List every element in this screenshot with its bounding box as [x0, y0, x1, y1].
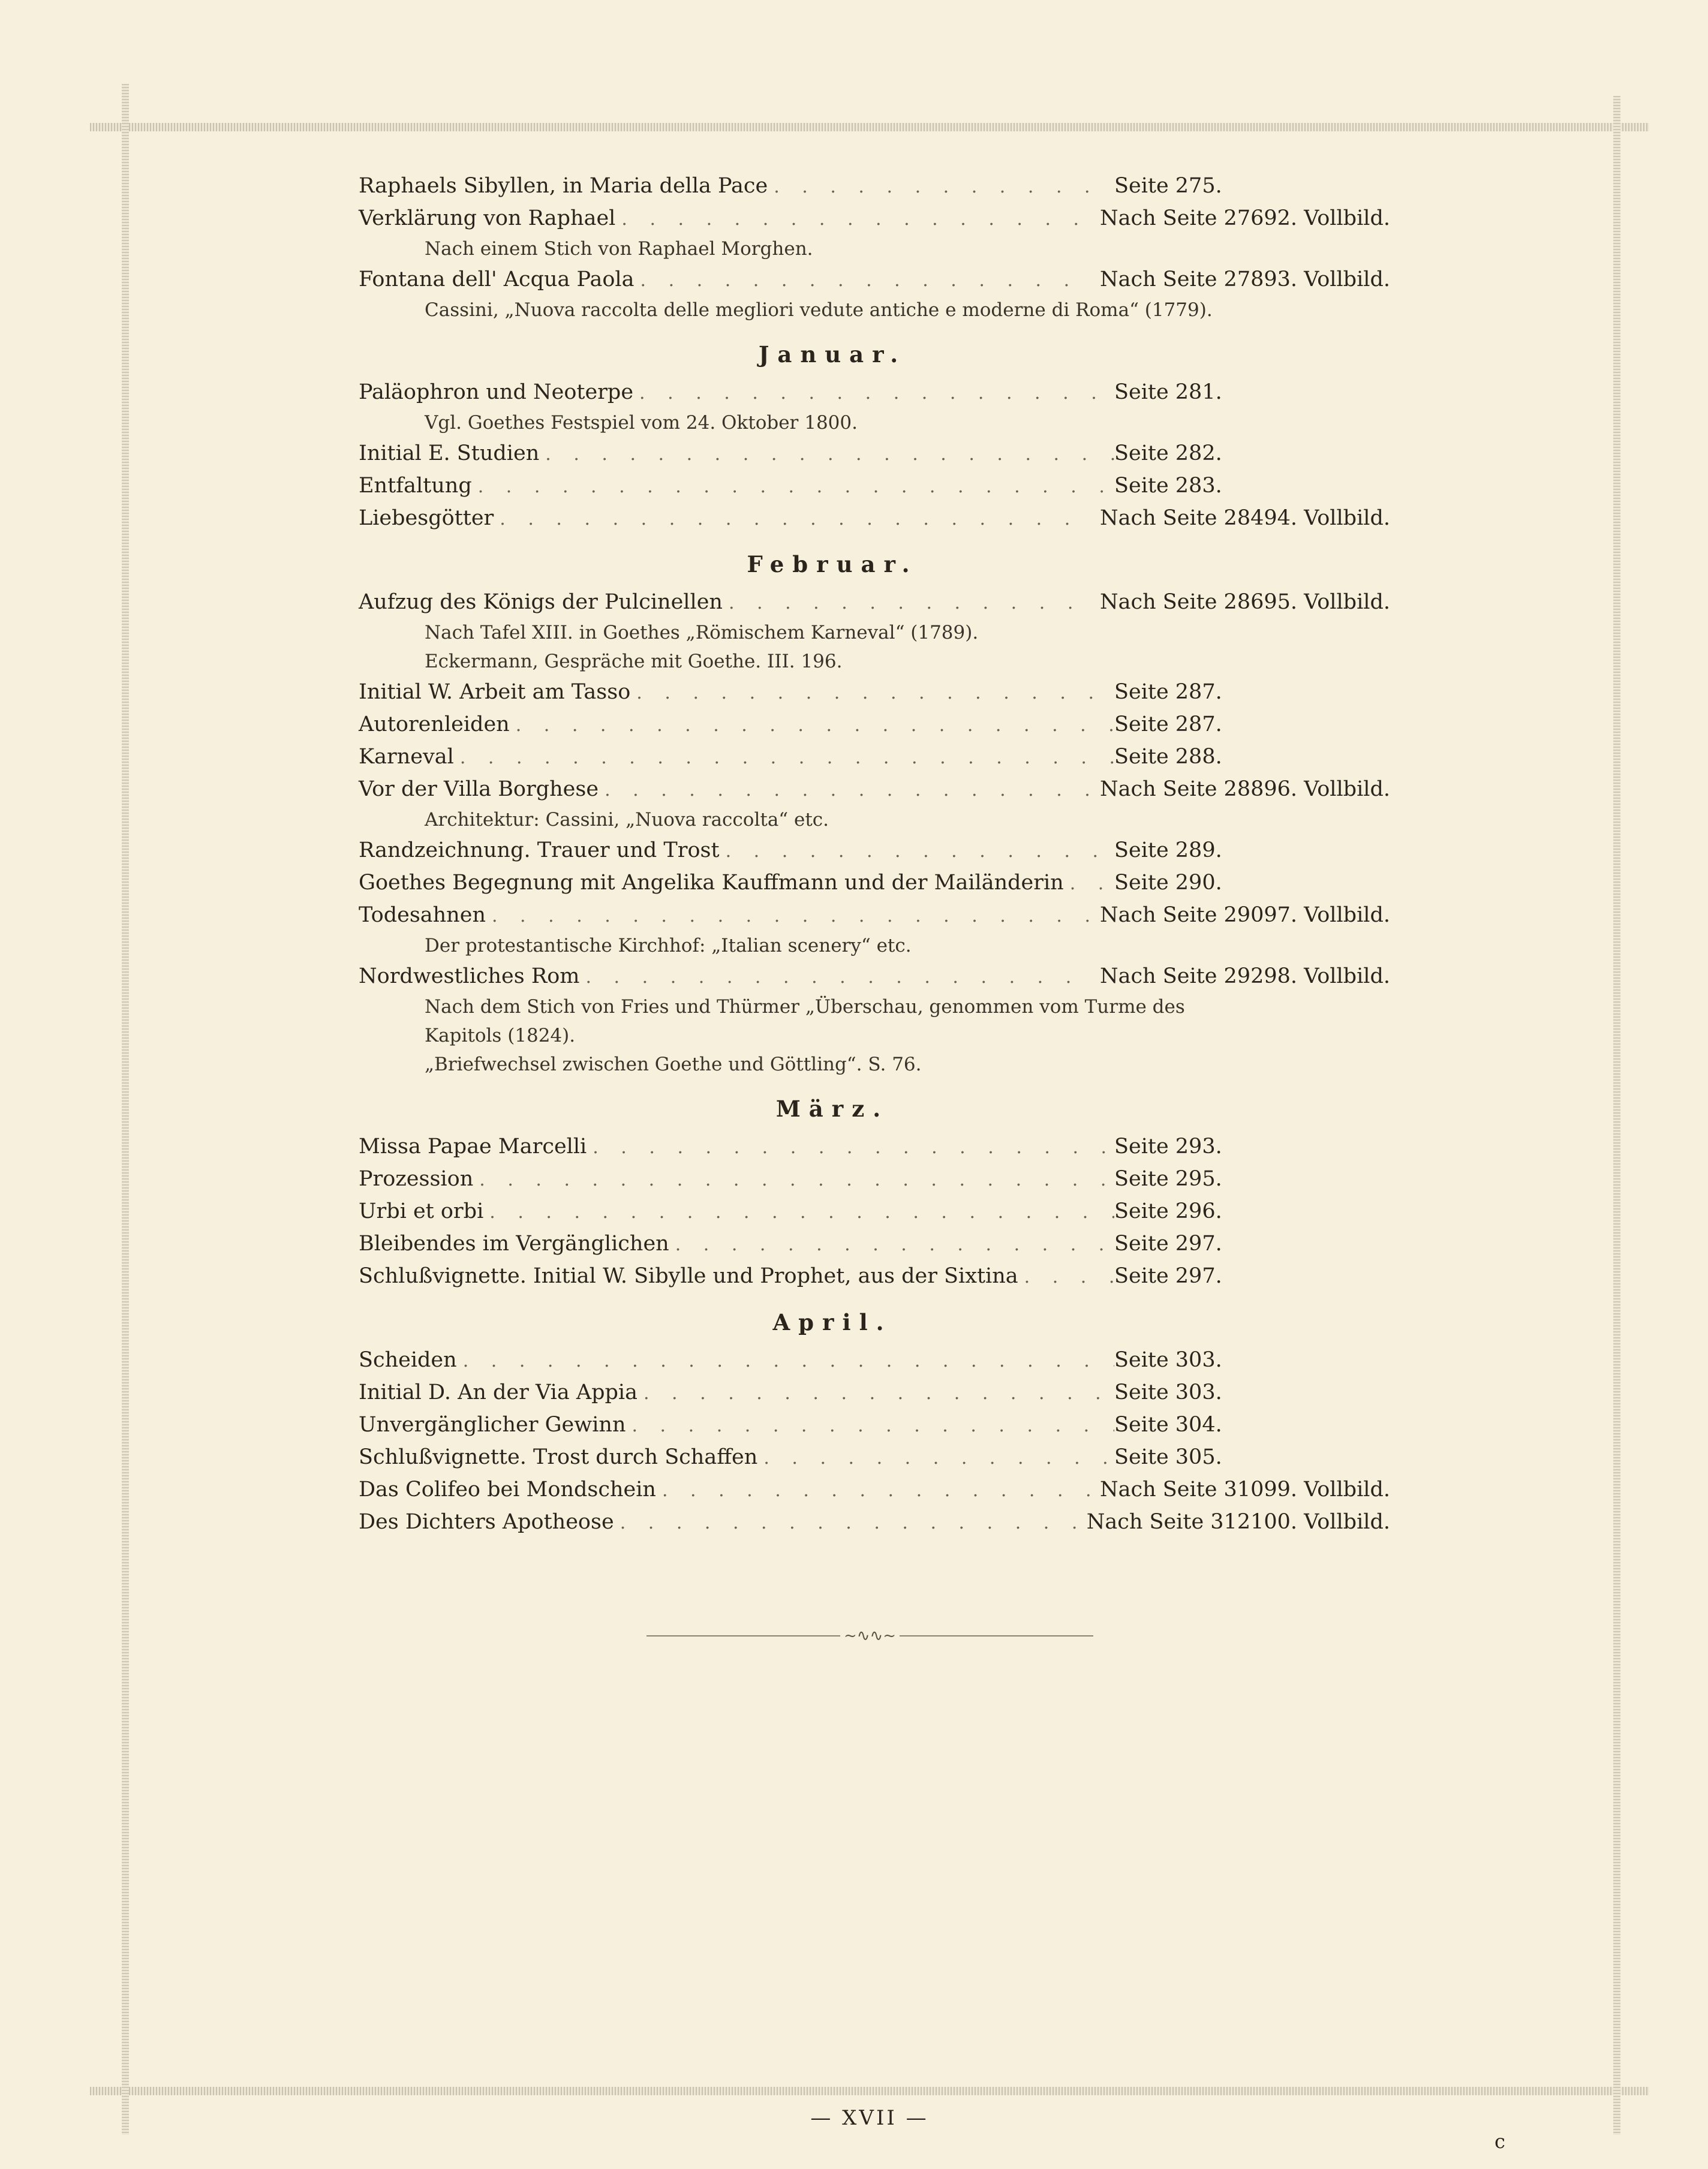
leader-dots: [1024, 1261, 1114, 1293]
leader-dots: [460, 742, 1114, 774]
section-heading: Januar.: [758, 341, 907, 368]
leader-dots: [1070, 868, 1114, 900]
entry-page: Seite 293.: [1114, 1135, 1222, 1159]
entry-title: Fontana dell' Acqua Paola: [359, 267, 635, 291]
entry-plate-number: 93. Vollbild.: [1264, 267, 1390, 291]
list-item: [359, 708, 1390, 741]
section-heading: März.: [775, 1096, 889, 1122]
leader-dots: [500, 503, 1091, 536]
entry-title: Nordwestliches Rom: [359, 964, 580, 988]
entry-page: Seite 305.: [1114, 1445, 1222, 1469]
entry-page: Seite 297.: [1114, 1232, 1222, 1256]
entry-nach-seite: Nach Seite 292: [1100, 964, 1264, 988]
entry-note: Nach dem Stich von Fries und Thürmer „Überschau, genommen vom Turme des Kapitols (1824).: [425, 996, 1185, 1046]
entry-page: Seite 304.: [1114, 1413, 1222, 1437]
leader-dots: [478, 471, 1114, 503]
divider-line-left: [646, 1635, 840, 1636]
list-item: [359, 1506, 1390, 1538]
entry-title: Missa Papae Marcelli: [359, 1135, 587, 1159]
table-of-illustrations: [359, 170, 1390, 1538]
entry-page: Seite 295.: [1114, 1167, 1222, 1191]
entry-page: Seite 297.: [1114, 1264, 1222, 1288]
entry-title: Bleibendes im Vergänglichen: [359, 1232, 669, 1256]
list-item: [359, 1441, 1390, 1473]
list-item: [359, 834, 1390, 867]
entry-title: Scheiden: [359, 1348, 457, 1372]
leader-dots: [585, 961, 1091, 994]
entry-note: „Briefwechsel zwischen Goethe und Göttling“. S. 76.: [425, 1054, 922, 1075]
entry-page: Seite 275.: [1114, 174, 1222, 198]
leader-dots: [774, 171, 1114, 203]
entry-title: Initial E. Studien: [359, 441, 540, 465]
entry-title: Raphaels Sibyllen, in Maria della Pace: [359, 174, 768, 198]
leader-dots: [621, 203, 1091, 236]
entry-plate-number: 95. Vollbild.: [1264, 590, 1390, 614]
entry-page: Seite 283.: [1114, 474, 1222, 498]
entry-note: Der protestantische Kirchhof: „Italian scenery“ etc.: [425, 935, 912, 956]
bottom-ornamental-rule: [90, 2087, 1649, 2095]
leader-dots: [643, 1377, 1114, 1410]
entry-page: Seite 287.: [1114, 712, 1222, 736]
leader-dots: [640, 264, 1092, 297]
entry-nach-seite: Nach Seite 276: [1100, 206, 1264, 230]
entry-title: Aufzug des Königs der Pulcinellen: [359, 590, 723, 614]
list-item: [359, 1195, 1390, 1228]
leader-dots: [632, 1410, 1114, 1442]
entry-plate-number: 100. Vollbild.: [1250, 1510, 1390, 1534]
list-item: [359, 376, 1390, 408]
list-item: [359, 1409, 1390, 1441]
leader-dots: [636, 677, 1114, 709]
entry-note: Cassini, „Nuova raccolta delle megliori vedute antiche e moderne di Roma“ (1779).: [425, 299, 1213, 321]
printer-signature-mark: c: [1494, 2130, 1505, 2153]
entry-page: Seite 296.: [1114, 1199, 1222, 1223]
top-ornamental-rule: [90, 123, 1649, 131]
leader-dots: [463, 1345, 1114, 1377]
entry-plate-number: 96. Vollbild.: [1264, 777, 1390, 801]
entry-note: Architektur: Cassini, „Nuova raccolta“ etc.: [425, 809, 829, 831]
divider-ornament: ~∿∿~: [843, 1627, 897, 1645]
entry-title: Das Colifeo bei Mondschein: [359, 1478, 656, 1502]
entry-plate-number: 92. Vollbild.: [1264, 206, 1390, 230]
entry-plate-number: 98. Vollbild.: [1264, 964, 1390, 988]
entry-plate-number: 97. Vollbild.: [1264, 903, 1390, 927]
leader-dots: [516, 709, 1114, 742]
entry-note: Eckermann, Gespräche mit Goethe. III. 196.: [425, 651, 843, 672]
list-item: [359, 502, 1390, 534]
leader-dots: [605, 774, 1091, 807]
entry-title: Vor der Villa Borghese: [359, 777, 599, 801]
entry-title: Autorenleiden: [359, 712, 510, 736]
list-item: [359, 676, 1390, 708]
entry-page: Seite 289.: [1114, 838, 1222, 862]
entry-title: Urbi et orbi: [359, 1199, 484, 1223]
entry-title: Entfaltung: [359, 474, 472, 498]
entry-nach-seite: Nach Seite 288: [1100, 777, 1264, 801]
entry-title: Des Dichters Apotheose: [359, 1510, 614, 1534]
list-item: [359, 470, 1390, 502]
entry-page: Seite 290.: [1114, 871, 1222, 895]
leader-dots: [763, 1442, 1114, 1475]
entry-title: Schlußvignette. Trost durch Schaffen: [359, 1445, 758, 1469]
entry-title: Initial W. Arbeit am Tasso: [359, 680, 631, 704]
entry-page: Seite 288.: [1114, 745, 1222, 769]
entry-nach-seite: Nach Seite 286: [1100, 590, 1264, 614]
list-item: [359, 437, 1390, 470]
leader-dots: [726, 835, 1114, 868]
leader-dots: [545, 438, 1114, 471]
leader-dots: [593, 1132, 1114, 1164]
list-item: [359, 263, 1390, 296]
list-item: [359, 1344, 1390, 1376]
list-item: [359, 867, 1390, 899]
leader-dots: [620, 1507, 1078, 1539]
entry-plate-number: 94. Vollbild.: [1264, 506, 1390, 530]
left-ornamental-rule: [122, 84, 129, 2135]
list-item: [359, 1130, 1390, 1163]
list-item: [359, 202, 1390, 234]
entry-title: Unvergänglicher Gewinn: [359, 1413, 626, 1437]
entry-title: Liebesgötter: [359, 506, 494, 530]
entry-page: Seite 303.: [1114, 1380, 1222, 1404]
list-item: [359, 170, 1390, 202]
leader-dots: [662, 1475, 1091, 1507]
list-item: [359, 1228, 1390, 1260]
leader-dots: [639, 377, 1114, 410]
entry-page: Seite 303.: [1114, 1348, 1222, 1372]
entry-title: Schlußvignette. Initial W. Sibylle und Prophet, aus der Sixtina: [359, 1264, 1018, 1288]
section-divider: [646, 1627, 1093, 1645]
list-item: [359, 1473, 1390, 1506]
entry-title: Todesahnen: [359, 903, 486, 927]
list-item: [359, 773, 1390, 805]
entry-note: Vgl. Goethes Festspiel vom 24. Oktober 1800.: [425, 412, 858, 434]
list-item: [359, 899, 1390, 931]
leader-dots: [479, 1164, 1114, 1196]
entry-nach-seite: Nach Seite 310: [1100, 1478, 1264, 1502]
leader-dots: [729, 587, 1091, 619]
section-heading: Februar.: [747, 551, 918, 577]
entry-nach-seite: Nach Seite 290: [1100, 903, 1264, 927]
entry-title: Karneval: [359, 745, 454, 769]
list-item: [359, 741, 1390, 773]
entry-title: Goethes Begegnung mit Angelika Kauffmann und der Mailänderin: [359, 871, 1064, 895]
page-number: — XVII —: [810, 2106, 929, 2130]
entry-nach-seite: Nach Seite 284: [1100, 506, 1264, 530]
list-item: [359, 1163, 1390, 1195]
entry-plate-number: 99. Vollbild.: [1264, 1478, 1390, 1502]
entry-title: Verklärung von Raphael: [359, 206, 616, 230]
leader-dots: [492, 900, 1091, 932]
entry-title: Prozession: [359, 1167, 474, 1191]
entry-title: Initial D. An der Via Appia: [359, 1380, 638, 1404]
entry-nach-seite: Nach Seite 312: [1086, 1510, 1251, 1534]
leader-dots: [489, 1196, 1114, 1229]
right-ornamental-rule: [1613, 96, 1620, 2135]
list-item: [359, 1260, 1390, 1292]
list-item: [359, 960, 1390, 992]
leader-dots: [675, 1229, 1114, 1261]
entry-page: Seite 281.: [1114, 380, 1222, 404]
list-item: [359, 1376, 1390, 1409]
list-item: [359, 586, 1390, 618]
entry-nach-seite: Nach Seite 278: [1100, 267, 1264, 291]
entry-title: Paläophron und Neoterpe: [359, 380, 634, 404]
entry-page: Seite 287.: [1114, 680, 1222, 704]
entry-note: Nach Tafel XIII. in Goethes „Römischem Karneval“ (1789).: [425, 622, 979, 643]
entry-page: Seite 282.: [1114, 441, 1222, 465]
divider-line-right: [900, 1635, 1093, 1636]
entry-note: Nach einem Stich von Raphael Morghen.: [425, 238, 813, 260]
entry-title: Randzeichnung. Trauer und Trost: [359, 838, 720, 862]
section-heading: April.: [772, 1309, 892, 1335]
